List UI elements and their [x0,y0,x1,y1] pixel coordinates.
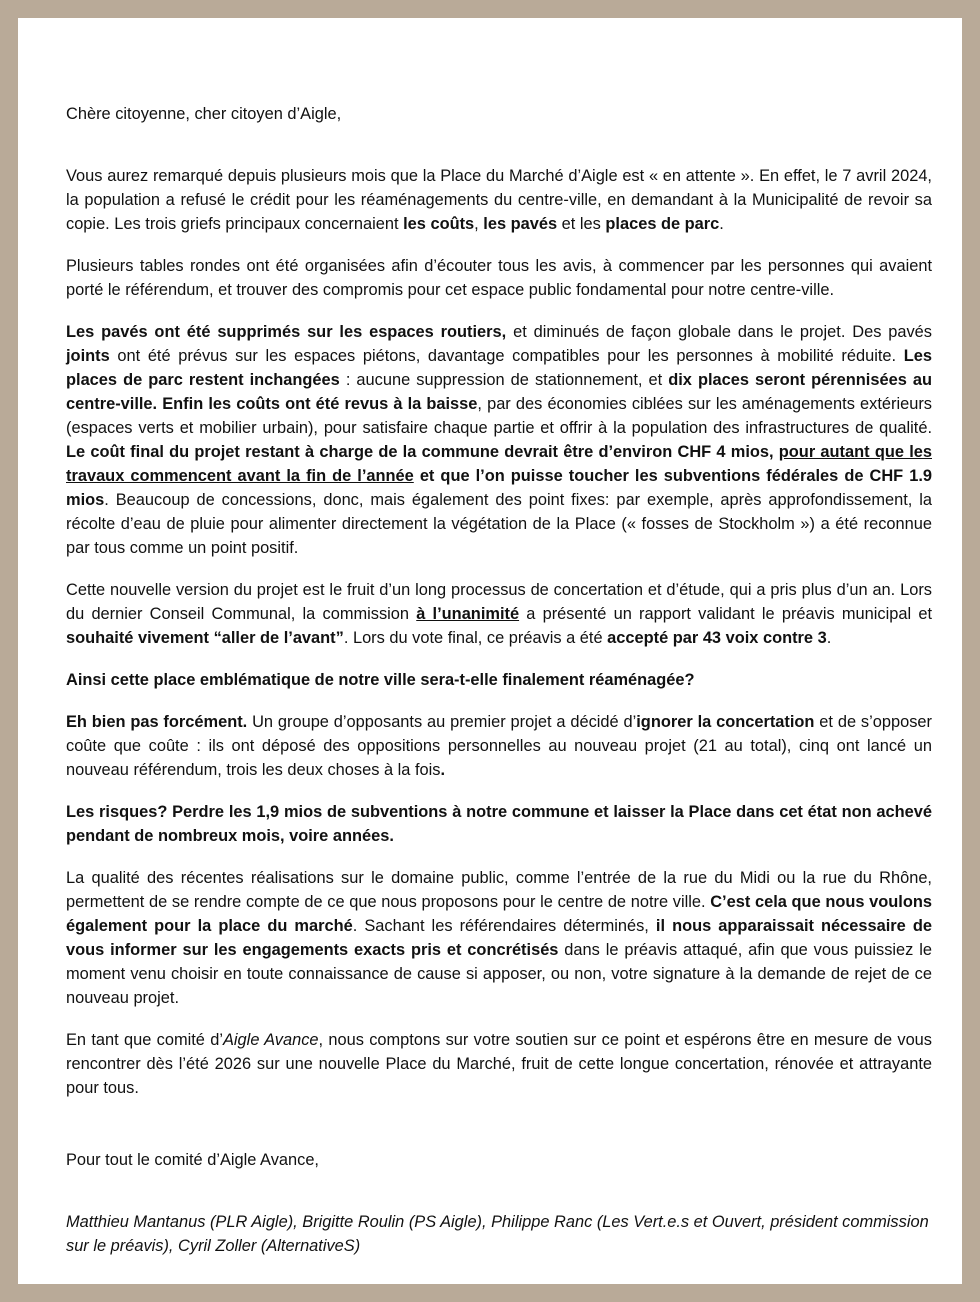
paragraph-council-vote: Cette nouvelle version du projet est le fruit d’un long processus de concertation et d’étude, qui a pris plus d’un an. Lors du dernier Conseil Communal, la commission à l’unanimité a présenté un rapport validant le préavis municipal et souhaité vivement “aller de l’avant”. Lors du vote final, ce préavis a été accepté par 43 voix contre 3. [66,581,932,647]
paragraph-round-tables: Plusieurs tables rondes ont été organisées afin d’écouter tous les avis, à commencer par les personnes qui avaient porté le référendum, et trouver des compromis pour cet espace public fondamental pour notre centre-ville. [66,257,932,299]
paragraph-changes: Les pavés ont été supprimés sur les espaces routiers, et diminués de façon globale dans le projet. Des pavés joints ont été prévus sur les espaces piétons, davantage compatibles pour les personnes à mobilité réduite. Les places de parc restent inchangées : aucune suppression de stationnement, et dix places seront pérennisées au centre-ville. Enfin les coûts ont été revus à la baisse, par des économies ciblées sur les aménagements extérieurs (espaces verts et mobilier urbain), pour satisfaire chaque partie et offrir à la population des infrastructures de qualité. Le coût final du projet restant à charge de la commune devrait être d’environ CHF 4 mios, pour autant que les travaux commencent avant la fin de l’année et que l’on puisse toucher les subventions fédérales de CHF 1.9 mios. Beaucoup de concessions, donc, mais également des point fixes: par exemple, après approfondissement, la récolte d’eau de pluie pour alimenter directement la végétation de la Place (« fosses de Stockholm ») a été reconnue par tous comme un point positif. [66,323,932,557]
letter-page [18,18,962,1284]
paragraph-question: Ainsi cette place emblématique de notre ville sera-t-elle finalement réaménagée? [66,671,695,689]
paragraph-committee: En tant que comité d’Aigle Avance, nous comptons sur votre soutien sur ce point et espérons être en mesure de vous rencontrer dès l’été 2026 sur une nouvelle Place du Marché, fruit de cette longue concertation, rénovée et attrayante pour tous. [66,1031,932,1097]
paragraph-quality: La qualité des récentes réalisations sur le domaine public, comme l’entrée de la rue du Midi ou la rue du Rhône, permettent de se rendre compte de ce que nous proposons pour le centre de notre ville. C’est cela que nous voulons également pour la place du marché. Sachant les référendaires déterminés, il nous apparaissait nécessaire de vous informer sur les engagements exacts pris et concrétisés dans le préavis attaqué, afin que vous puissiez le moment venu choisir en toute connaissance de cause si apposer, ou non, votre signature à la demande de rejet de ce nouveau projet. [66,869,933,1007]
closing-line: Pour tout le comité d’Aigle Avance, [66,1151,319,1169]
letter-body [66,102,932,1276]
paragraph-risks: Les risques? Perdre les 1,9 mios de subventions à notre commune et laisser la Place dans cet état non achevé pendant de nombreux mois, voire années. [66,803,932,845]
salutation: Chère citoyenne, cher citoyen d’Aigle, [66,105,342,123]
paragraph-context: Vous aurez remarqué depuis plusieurs mois que la Place du Marché d’Aigle est « en attente ». En effet, le 7 avril 2024, la population a refusé le crédit pour les réaménagements du centre-ville, en demandant à la Municipalité de revoir sa copie. Les trois griefs principaux concernaient les coûts, les pavés et les places de parc. [66,167,932,233]
paragraph-opponents: Eh bien pas forcément. Un groupe d’opposants au premier projet a décidé d’ignorer la concertation et de s’opposer coûte que coûte : ils ont déposé des oppositions personnelles au nouveau projet (21 au total), cinq ont lancé un nouveau référendum, trois les deux choses à la fois. [66,713,932,779]
signatories: Matthieu Mantanus (PLR Aigle), Brigitte Roulin (PS Aigle), Philippe Ranc (Les Vert.e.s et Ouvert, président commission sur le préavis), Cyril Zoller (AlternativeS) [66,1213,929,1255]
